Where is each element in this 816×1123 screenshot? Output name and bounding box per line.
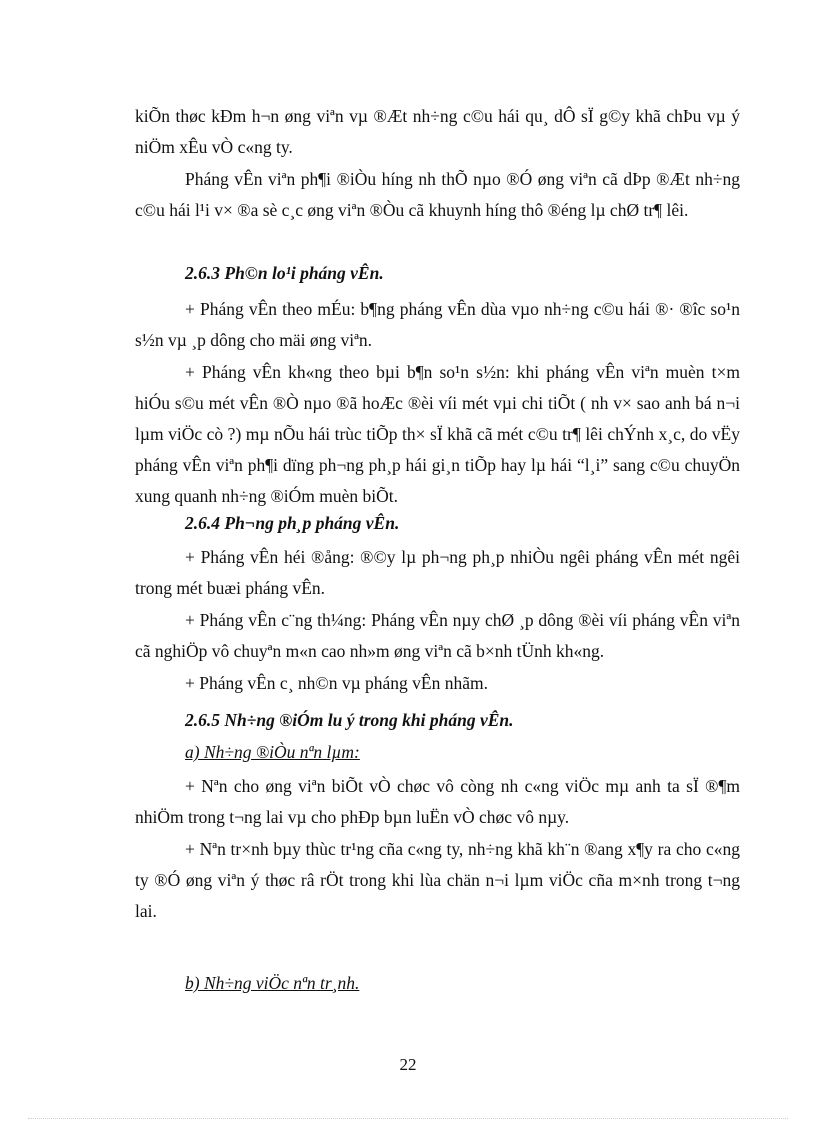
heading-2-6-3: 2.6.3 Ph©n lo¹i pháng vÊn. bbox=[185, 263, 384, 283]
page-bottom-divider bbox=[28, 1118, 788, 1119]
subheading-things-to-avoid: b) Nh÷ng viÖc nªn tr¸nh. bbox=[185, 973, 360, 993]
paragraph-individual-group-interview: + Pháng vÊn c¸ nh©n vµ pháng vÊn nhãm. bbox=[185, 673, 488, 693]
page-number: 22 bbox=[399, 1055, 417, 1074]
paragraph-interviewer-guidance: Pháng vÊn viªn ph¶i ®iÒu híng nh thÕ nµo ®Ó øng viªn cã dÞp ®Æt nh÷ng c©u hái l¹i v× ®a sè c¸c øng viªn ®Òu cã khuynh híng thô ®éng lµ chØ tr¶ lêi. bbox=[135, 169, 740, 220]
paragraph-panel-interview: + Pháng vÊn héi ®ång: ®©y lµ ph¬ng ph¸p nhiÒu ngêi pháng vÊn mét ngêi trong mét buæi pháng vÊn. bbox=[135, 547, 740, 598]
paragraph-present-company-status: + Nªn tr×nh bµy thùc tr¹ng cña c«ng ty, nh÷ng khã kh¨n ®ang x¶y ra cho c«ng ty ®Ó øng viªn ý thøc râ rÖt trong khi lùa chän n¬i lµm viÖc cña m×nh trong t¬ng lai. bbox=[135, 839, 740, 921]
paragraph-structured-interview: + Pháng vÊn theo mÉu: b¶ng pháng vÊn dùa vµo nh÷ng c©u hái ®· ®îc so¹n s½n vµ ¸p dông cho mäi øng viªn. bbox=[135, 299, 740, 350]
paragraph-continuation: kiÕn thøc kÐm h¬n øng viªn vµ ®Æt nh÷ng c©u hái qu¸ dÔ sÏ g©y khã chÞu vµ ý niÖm xÊu vÒ c«ng ty. bbox=[135, 106, 740, 157]
paragraph-stress-interview: + Pháng vÊn c¨ng th¼ng: Pháng vÊn nµy chØ ¸p dông ®èi víi pháng vÊn viªn cã nghiÖp vô chuyªn m«n cao nh»m øng viªn cã b×nh tÜnh kh«ng. bbox=[135, 610, 740, 661]
subheading-things-to-do: a) Nh÷ng ®iÒu nªn lµm: bbox=[185, 742, 360, 762]
paragraph-unstructured-interview: + Pháng vÊn kh«ng theo bµi b¶n so¹n s½n: khi pháng vÊn viªn muèn t×m hiÓu s©u mét vÊn ®Ò nµo ®ã hoÆc ®èi víi mét vµi chi tiÕt ( nh v× sao anh bá n¬i lµm viÖc cò ?) mµ nÕu hái trùc tiÕp th× sÏ khã cã mét c©u tr¶ lêi chÝnh x¸c, do vËy pháng vÊn viªn ph¶i dïng ph¬ng ph¸p hái gi¸n tiÕp hay lµ hái “l¸i” sang c©u chuyÖn xung quanh nh÷ng ®iÓm muèn biÕt. bbox=[135, 362, 740, 506]
paragraph-inform-position: + Nªn cho øng viªn biÕt vÒ chøc vô còng nh c«ng viÖc mµ anh ta sÏ ®¶m nhiÖm trong t¬ng lai vµ cho phÐp bµn luËn vÒ chøc vô nµy. bbox=[135, 776, 740, 827]
heading-2-6-5: 2.6.5 Nh÷ng ®iÓm lu ý trong khi pháng vÊn. bbox=[185, 710, 514, 730]
heading-2-6-4: 2.6.4 Ph¬ng ph¸p pháng vÊn. bbox=[185, 513, 400, 533]
